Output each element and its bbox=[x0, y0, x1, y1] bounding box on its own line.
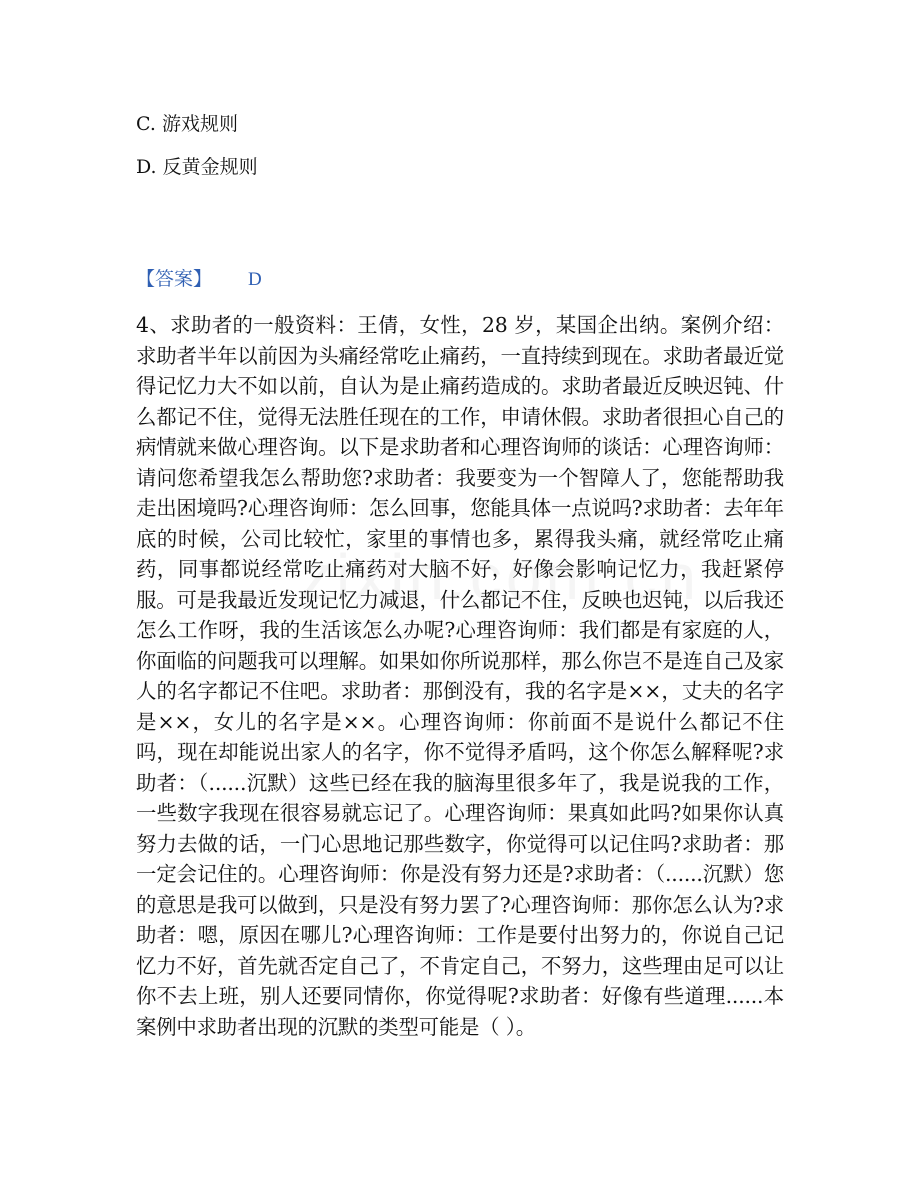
answer-label: 【答案】 bbox=[136, 268, 213, 290]
option-d: D. 反黄金规则 bbox=[136, 156, 258, 178]
answer-value: D bbox=[248, 269, 262, 290]
answer-row bbox=[136, 265, 262, 294]
option-c: C. 游戏规则 bbox=[136, 113, 238, 135]
question-text: 4、求助者的一般资料：王倩，女性，28 岁，某国企出纳。案例介绍：求助者半年以前因为头痛经常吃止痛药，一直持续到现在。求助者最近觉得记忆力大不如以前，自认为是止痛药造成的。求助者最近反映迟钝、什么都记不住，觉得无法胜任现在的工作，申请休假。求助者很担心自己的病情就来做心理咨询。以下是求助者和心理咨询师的谈话：心理咨询师：请问您希望我怎么帮助您?求助者：我要变为一个智障人了，您能帮助我走出困境吗?心理咨询师：怎么回事，您能具体一点说吗?求助者：去年年底的时候，公司比较忙，家里的事情也多，累得我头痛，就经常吃止痛药，同事都说经常吃止痛药对大脑不好，好像会影响记忆力，我赶紧停服。可是我最近发现记忆力减退，什么都记不住，反映也迟钝，以后我还怎么工作呀，我的生活该怎么办呢?心理咨询师：我们都是有家庭的人，你面临的问题我可以理解。如果如你所说那样，那么你岂不是连自己及家人的名字都记不住吧。求助者：那倒没有，我的名字是××，丈夫的名字是××，女儿的名字是××。心理咨询师：你前面不是说什么都记不住吗，现在却能说出家人的名字，你不觉得矛盾吗，这个你怎么解释呢?求助者：（......沉默）这些已经在我的脑海里很多年了，我是说我的工作，一些数字我现在很容易就忘记了。心理咨询师：果真如此吗?如果你认真努力去做的话，一门心思地记那些数字，你觉得可以记住吗?求助者：那一定会记住的。心理咨询师：你是没有努力还是?求助者：（......沉默）您的意思是我可以做到，只是没有努力罢了?心理咨询师：那你怎么认为?求助者：嗯，原因在哪儿?心理咨询师：工作是要付出努力的，你说自己记忆力不好，首先就否定自己了，不肯定自己，不努力，这些理由足可以让你不去上班，别人还要同情你，你觉得呢?求助者：好像有些道理......本案例中求助者出现的沉默的类型可能是（ ）。 bbox=[136, 313, 784, 1039]
